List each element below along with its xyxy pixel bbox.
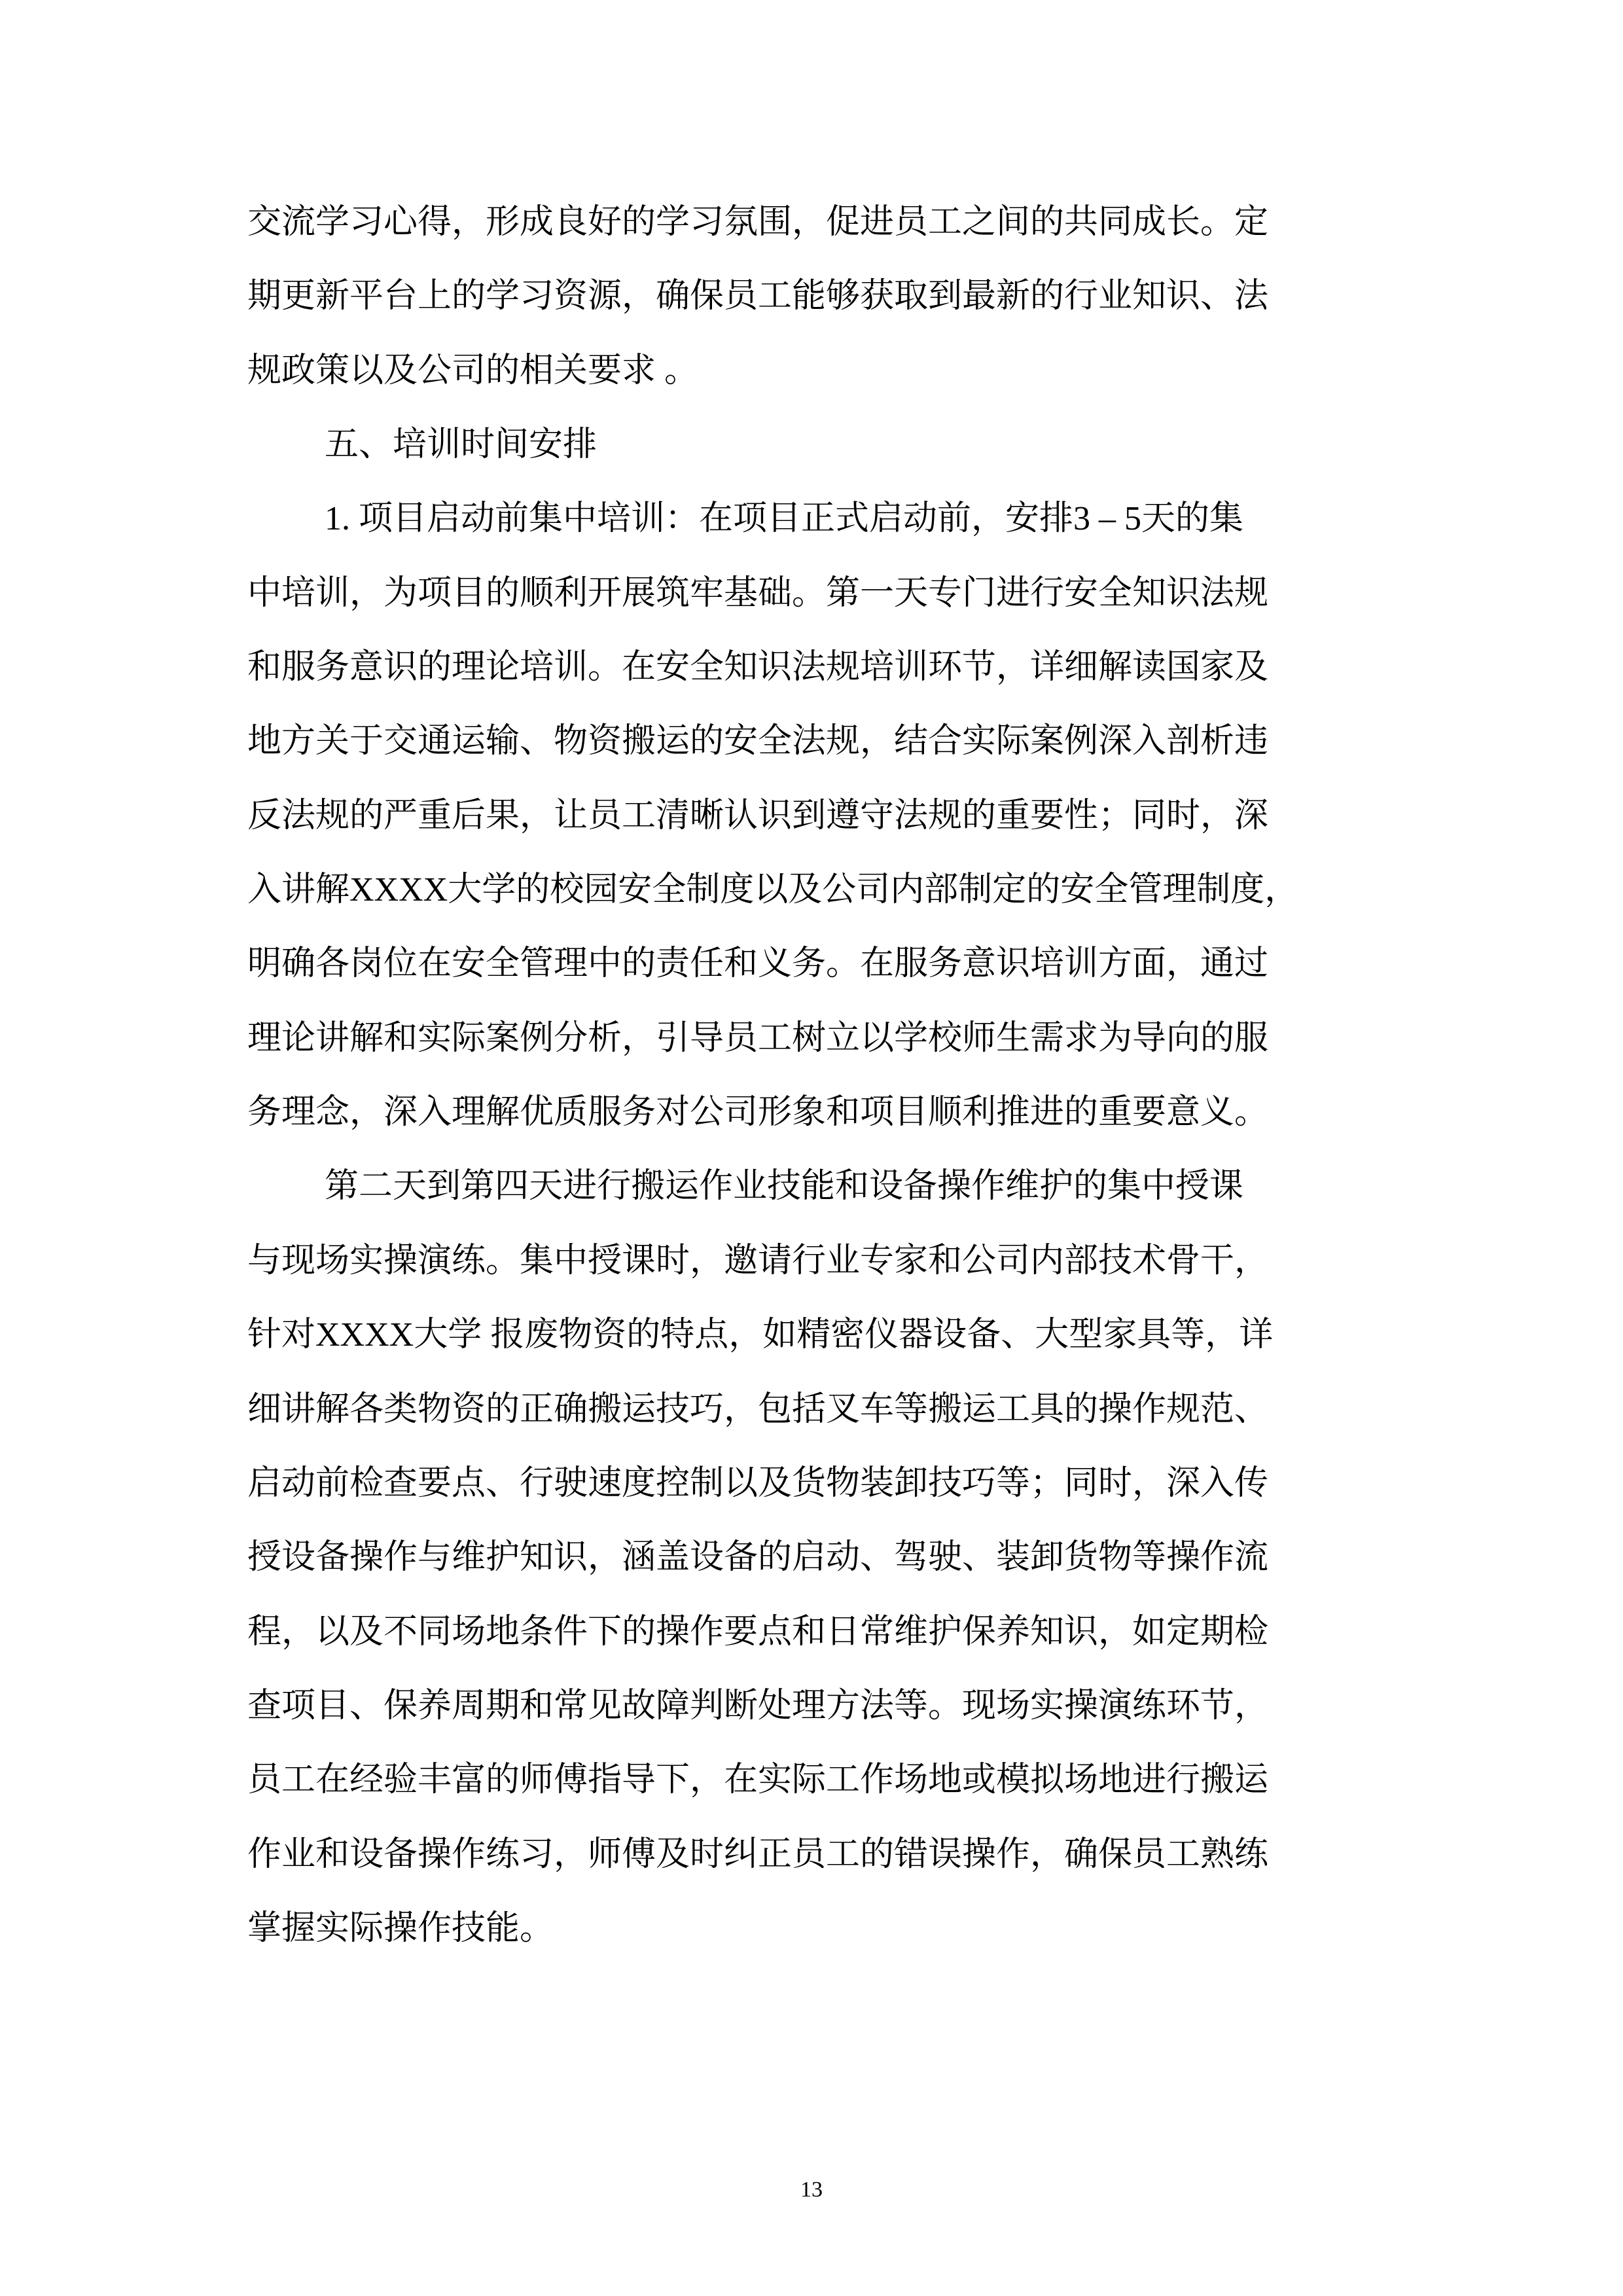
paragraph-line: 掌握实际操作技能。 bbox=[247, 1909, 554, 1947]
paragraph-line: 明确各岗位在安全管理中的责任和义务。在服务意识培训方面，通过 bbox=[247, 945, 1269, 983]
paragraph-line: 入讲解XXXX大学的校园安全制度以及公司内部制定的安全管理制度， bbox=[247, 871, 1299, 909]
paragraph-line: 规政策以及公司的相关要求 。 bbox=[247, 351, 699, 389]
paragraph-line: 作业和设备操作练习，师傅及时纠正员工的错误操作，确保员工熟练 bbox=[247, 1835, 1269, 1873]
body-text bbox=[247, 185, 1380, 1965]
paragraph-line: 交流学习心得，形成良好的学习氛围，促进员工之间的共同成长。定 bbox=[247, 204, 1269, 241]
paragraph-line: 地方关于交通运输、物资搬运的安全法规，结合实际案例深入剖析违 bbox=[247, 723, 1269, 761]
page-number: 13 bbox=[800, 2178, 823, 2202]
paragraph-line: 与现场实操演练。集中授课时，邀请行业专家和公司内部技术骨干， bbox=[247, 1242, 1269, 1280]
paragraph-line: 理论讲解和实际案例分析，引导员工树立以学校师生需求为导向的服 bbox=[247, 1019, 1269, 1057]
paragraph-line: 第二天到第四天进行搬运作业技能和设备操作维护的集中授课 bbox=[325, 1168, 1244, 1206]
paragraph-line: 和服务意识的理论培训。在安全知识法规培训环节，详细解读国家及 bbox=[247, 649, 1269, 687]
paragraph-line: 授设备操作与维护知识，涵盖设备的启动、驾驶、装卸货物等操作流 bbox=[247, 1539, 1269, 1577]
paragraph-line: 务理念，深入理解优质服务对公司形象和项目顺利推进的重要意义。 bbox=[247, 1094, 1269, 1132]
paragraph-line: 员工在经验丰富的师傅指导下，在实际工作场地或模拟场地进行搬运 bbox=[247, 1761, 1269, 1799]
paragraph-line: 反法规的严重后果，让员工清晰认识到遵守法规的重要性；同时，深 bbox=[247, 797, 1269, 834]
section-heading: 五、培训时间安排 bbox=[325, 426, 597, 464]
paragraph-line: 程，以及不同场地条件下的操作要点和日常维护保养知识，如定期检 bbox=[247, 1613, 1269, 1651]
paragraph-line: 针对XXXX大学 报废物资的特点，如精密仪器设备、大型家具等，详 bbox=[247, 1316, 1274, 1354]
paragraph-line: 中培训，为项目的顺利开展筑牢基础。第一天专门进行安全知识法规 bbox=[247, 574, 1269, 612]
list-item-line: 1. 项目启动前集中培训：在项目正式启动前，安排3 – 5天的集 bbox=[325, 500, 1244, 538]
paragraph-line: 期更新平台上的学习资源，确保员工能够获取到最新的行业知识、法 bbox=[247, 278, 1269, 315]
paragraph-line: 启动前检查要点、行驶速度控制以及货物装卸技巧等；同时，深入传 bbox=[247, 1464, 1269, 1502]
paragraph-line: 查项目、保养周期和常见故障判断处理方法等。现场实操演练环节， bbox=[247, 1687, 1269, 1725]
paragraph-line: 细讲解各类物资的正确搬运技巧，包括叉车等搬运工具的操作规范、 bbox=[247, 1390, 1269, 1428]
